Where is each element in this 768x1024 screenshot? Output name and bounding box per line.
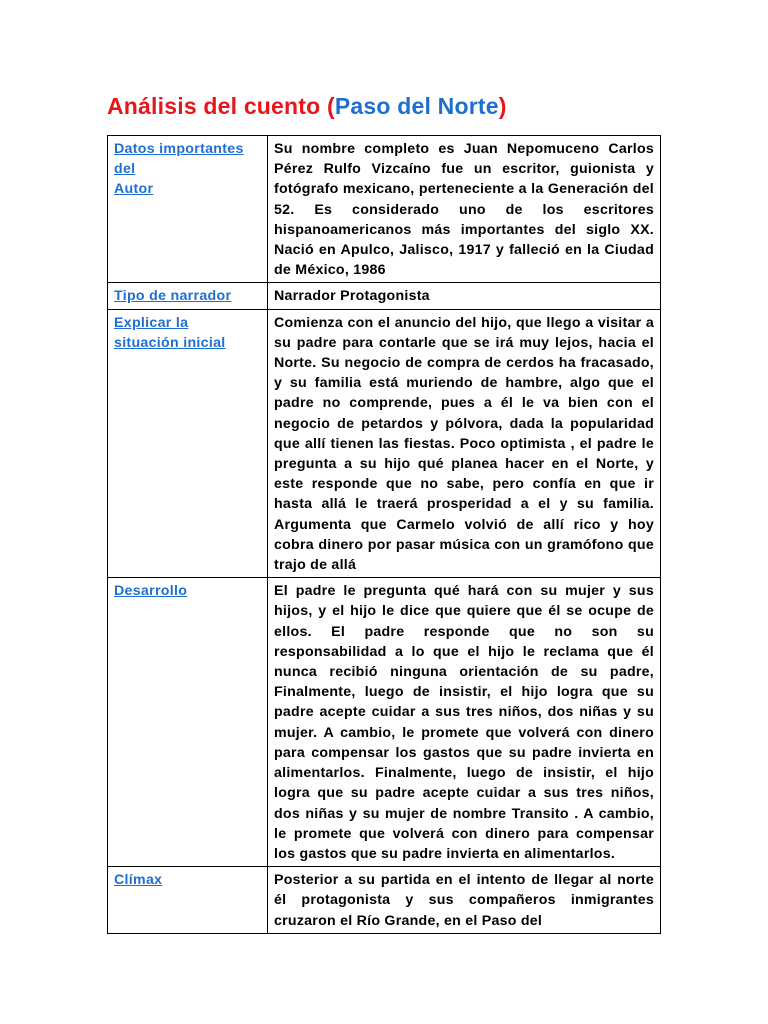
label-link-line[interactable]: Explicar la xyxy=(114,314,189,331)
label-link-line[interactable]: Clímax xyxy=(114,872,163,889)
label-link-line[interactable]: del xyxy=(114,161,136,178)
label-link-line[interactable]: situación inicial xyxy=(114,334,226,351)
title-story-name: Paso del Norte xyxy=(334,93,499,119)
label-link-line[interactable]: Datos importantes xyxy=(114,141,244,157)
table-row-development xyxy=(108,578,661,867)
row-label-cell xyxy=(108,309,268,578)
row-text-cell: Su nombre completo es Juan Nepomuceno Carlos Pérez Rulfo Vizcaíno fue un escritor, guionista y fotógrafo mexicano, perteneciente a la Generación del 52. Es considerado uno de los escritores hispanoamericanos más importantes del siglo XX. Nació en Apulco, Jalisco, 1917 y falleció en la Ciudad de México, 1986 xyxy=(268,136,661,283)
row-text-cell: Narrador Protagonista xyxy=(268,283,661,309)
label-link-line[interactable]: Autor xyxy=(114,181,154,198)
row-label-cell xyxy=(108,867,268,934)
table-row-author-data xyxy=(108,136,661,283)
row-label-cell xyxy=(108,136,268,283)
row-label-cell xyxy=(108,283,268,309)
label-link-line[interactable]: Tipo de narrador xyxy=(114,288,232,305)
table-row-initial-situation xyxy=(108,309,661,578)
table-row-narrator-type xyxy=(108,283,661,309)
row-text-cell: Comienza con el anuncio del hijo, que llego a visitar a su padre para contarle que se irá muy lejos, hacia el Norte. Su negocio de compra de cerdos ha fracasado, y su familia está muriendo de hambre, algo que el padre no comprende, pues a él le va bien con el negocio de petardos y pólvora, dada la popularidad que allí tienen las fiestas. Poco optimista , el padre le pregunta a su hijo qué planea hacer en el Norte, y este responde que no sabe, pero confía en que ir hasta allá le traerá prosperidad a el y su familia. Argumenta que Carmelo volvió de allí rico y hoy cobra dinero por pasar música con un gramófono que trajo de allá xyxy=(268,309,661,578)
document-title xyxy=(107,93,507,120)
table-row-climax xyxy=(108,867,661,934)
title-suffix: ) xyxy=(498,93,507,119)
row-text-cell: El padre le pregunta qué hará con su mujer y sus hijos, y el hijo le dice que quiere que él se ocupe de ellos. El padre responde que no son su responsabilidad a lo que el hijo le reclama que él nunca recibió ninguna orientación de su padre, Finalmente, luego de insistir, el hijo logra que su padre acepte cuidar a sus tres niños, dos niñas y su mujer. A cambio, le promete que volverá con dinero para compensar los gastos que su padre invierta en alimentarlos. Finalmente, luego de insistir, el hijo logra que su padre acepte cuidar a sus tres niños, dos niñas y su mujer de nombre Transito . A cambio, le promete que volverá con dinero para compensar los gastos que su padre invierta en alimentarlos. xyxy=(268,578,661,867)
row-text-cell: Posterior a su partida en el intento de llegar al norte él protagonista y sus compañeros inmigrantes cruzaron el Río Grande, en el Paso del xyxy=(268,867,661,934)
analysis-table xyxy=(107,135,661,934)
row-label-cell xyxy=(108,578,268,867)
label-link-line[interactable]: Desarrollo xyxy=(114,583,188,600)
title-prefix: Análisis del cuento ( xyxy=(107,93,335,119)
